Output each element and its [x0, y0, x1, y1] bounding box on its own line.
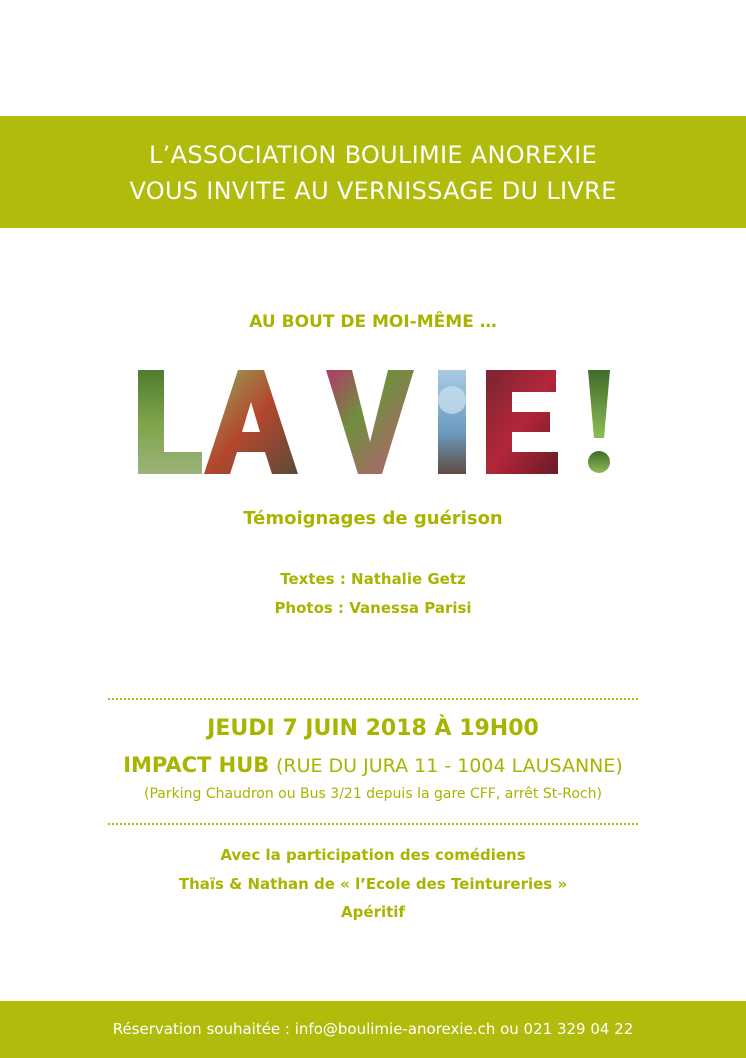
header-line-2: VOUS INVITE AU VERNISSAGE DU LIVRE	[129, 177, 617, 205]
book-subtitle: AU BOUT DE MOI-MÊME …	[249, 312, 497, 332]
reservation-info: Réservation souhaitée : info@boulimie-anorexie.ch ou 021 329 04 22	[112, 1020, 634, 1038]
participation-line-2: Thaïs & Nathan de « l’Ecole des Teintureries »	[178, 875, 568, 893]
exclamation-mark	[588, 370, 610, 438]
participation-line-1: Avec la participation des comédiens	[220, 846, 526, 864]
participation-line-3: Apéritif	[341, 903, 405, 921]
photos-credit: Photos : Vanessa Parisi	[274, 599, 472, 617]
book-tagline: Témoignages de guérison	[243, 508, 503, 529]
venue-name: IMPACT HUB	[123, 753, 270, 777]
letter-l	[138, 370, 202, 474]
dotted-divider-top	[108, 698, 638, 700]
dotted-divider-bottom	[108, 823, 638, 825]
letter-i	[438, 370, 466, 474]
letter-a	[204, 370, 298, 474]
letter-v	[326, 370, 414, 474]
book-title-svg	[130, 362, 620, 482]
event-venue	[0, 753, 746, 777]
texts-credit: Textes : Nathalie Getz	[280, 570, 466, 588]
header-line-1: L’ASSOCIATION BOULIMIE ANOREXIE	[149, 141, 597, 169]
letter-e	[486, 370, 558, 474]
event-date: JEUDI 7 JUIN 2018 À 19H00	[207, 716, 539, 741]
header-band	[0, 116, 746, 228]
book-title-graphic	[130, 362, 620, 482]
parking-info: (Parking Chaudron ou Bus 3/21 depuis la gare CFF, arrêt St-Roch)	[144, 786, 602, 802]
footer-band	[0, 1001, 746, 1058]
venue-address: (RUE DU JURA 11 - 1004 LAUSANNE)	[275, 755, 623, 777]
